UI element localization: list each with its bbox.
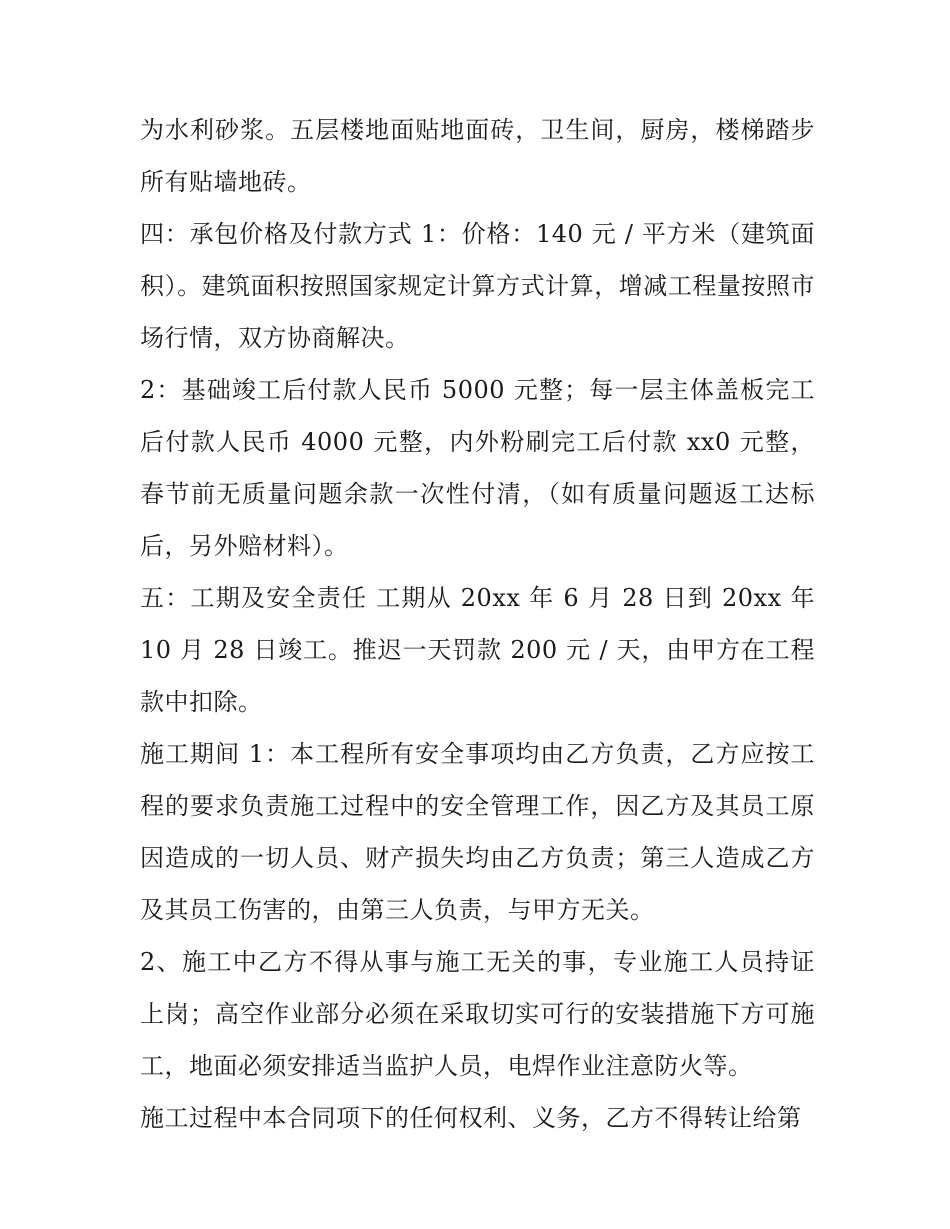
paragraph-price-and-payment: 四：承包价格及付款方式 1：价格：140 元 / 平方米（建筑面积）。建筑面积按照国家规定计算方式计算，增减工程量按照市场行情，双方协商解决。 <box>140 220 815 352</box>
paragraph-rights-transfer: 施工过程中本合同项下的任何权利、义务，乙方不得转让给第 <box>140 1104 802 1132</box>
paragraph-materials: 为水利砂浆。五层楼地面贴地面砖，卫生间，厨房，楼梯踏步所有贴墙地砖。 <box>140 116 815 196</box>
document-body <box>140 104 815 1144</box>
paragraph-construction-rules: 2、施工中乙方不得从事与施工无关的事，专业施工人员持证上岗；高空作业部分必须在采取切实可行的安装措施下方可施工，地面必须安排适当监护人员，电焊作业注意防火等。 <box>140 948 815 1080</box>
paragraph-payment-schedule: 2：基础竣工后付款人民币 5000 元整；每一层主体盖板完工后付款人民币 4000 元整，内外粉刷完工后付款 xx0 元整，春节前无质量问题余款一次性付清，（如有质量问题返工达标后，另外赔材料）。 <box>140 376 815 560</box>
paragraph-schedule-and-safety: 五：工期及安全责任 工期从 20xx 年 6 月 28 日到 20xx 年 10 月 28 日竣工。推迟一天罚款 200 元 / 天，由甲方在工程款中扣除。 <box>140 584 815 716</box>
paragraph-construction-safety: 施工期间 1：本工程所有安全事项均由乙方负责，乙方应按工程的要求负责施工过程中的安全管理工作，因乙方及其员工原因造成的一切人员、财产损失均由乙方负责；第三人造成乙方及其员工伤害的，由第三人负责，与甲方无关。 <box>140 740 815 924</box>
